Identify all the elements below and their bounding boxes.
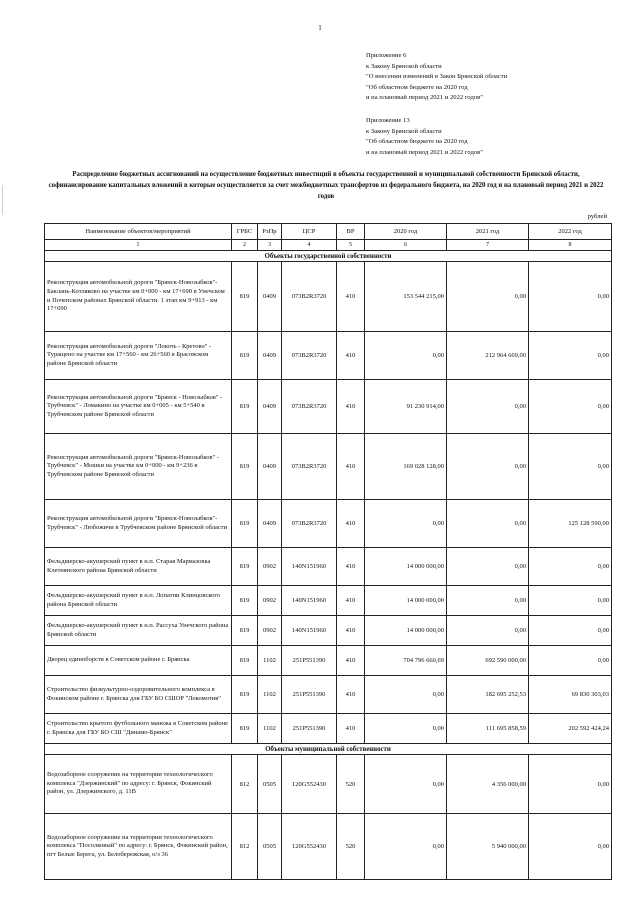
appendix13-line4: и на плановый период 2021 и 2022 годов" [366,148,483,156]
cell-csr: 073В2R3720 [282,332,337,380]
table-row [45,646,612,676]
cell-vr: 410 [337,434,365,500]
cell-grbs: 819 [232,262,258,332]
cell-name: Реконструкция автомобильной дороги "Брянск - Новозыбков" - Трубчевск" - Ломакино на участке км 0+005 - км 5+540 в Трубчевском районе Брянской области [45,380,232,434]
cell-rzpr: 1102 [258,714,282,744]
cell-2022: 0,00 [529,616,612,646]
cell-2022: 0,00 [529,548,612,586]
cell-grbs: 819 [232,676,258,714]
table-row [45,714,612,744]
cell-grbs: 819 [232,380,258,434]
appendix6-line1: Приложение 6 [366,52,407,59]
cell-rzpr: 1102 [258,646,282,676]
col-header-2022: 2022 год [529,224,612,240]
cell-csr: 073В2R3720 [282,434,337,500]
cell-2020: 153 544 215,00 [365,262,447,332]
table-row [45,814,612,880]
cell-rzpr: 0409 [258,262,282,332]
cell-2020: 0,00 [365,714,447,744]
cell-2021: 0,00 [447,548,529,586]
cell-2021: 0,00 [447,434,529,500]
cell-grbs: 819 [232,586,258,616]
cell-grbs: 819 [232,434,258,500]
cell-name: Реконструкция автомобильной дороги "Локоть - Кретово" - Туращено на участке км 17+560 - км 26+560 в Брасовском районе Брянской области [45,332,232,380]
col-header-vr: ВР [337,224,365,240]
cell-vr: 410 [337,586,365,616]
cell-name: Водозаборное сооружение на территории технологического комплекса "Посолковый" по адресу: г. Брянск, Фокинский район, пгт Белые Берега, ул. Белобережская, о/з 36 [45,814,232,880]
table-row [45,332,612,380]
cell-vr: 410 [337,548,365,586]
appendix6-line2: к Закону Брянской области [366,62,442,70]
cell-grbs: 819 [232,714,258,744]
cell-2020: 0,00 [365,332,447,380]
cell-csr: 120G552430 [282,814,337,880]
cell-2020: 0,00 [365,676,447,714]
cell-name: Фельдшерско-акушерский пункт в н.п. Рассуха Унечского района Брянской области [45,616,232,646]
cell-2020: 0,00 [365,500,447,548]
cell-2020: 14 000 000,00 [365,548,447,586]
cell-vr: 410 [337,646,365,676]
cell-rzpr: 0409 [258,500,282,548]
column-number: 1 [45,240,232,251]
column-number: 5 [337,240,365,251]
cell-vr: 520 [337,755,365,814]
cell-2021: 0,00 [447,586,529,616]
cell-vr: 520 [337,814,365,880]
cell-name: Строительство физкультурно-оздоровительного комплекса в Фокинском районе г. Брянска для ГБУ БО СШОР "Локомотив" [45,676,232,714]
table-row [45,548,612,586]
cell-2022: 0,00 [529,332,612,380]
col-header-csr: ЦСР [282,224,337,240]
scan-edge-mark [2,185,3,215]
cell-2021: 0,00 [447,380,529,434]
units-label: рублей [587,213,607,220]
cell-csr: 073В2R3720 [282,262,337,332]
page-number: 1 [318,24,322,32]
cell-2021: 0,00 [447,616,529,646]
cell-vr: 410 [337,332,365,380]
table-row [45,755,612,814]
table-row [45,586,612,616]
cell-grbs: 819 [232,548,258,586]
cell-csr: 120G552430 [282,755,337,814]
cell-rzpr: 0409 [258,332,282,380]
cell-name: Фельдшерско-акушерский пункт в н.п. Лопатни Клинцовского района Брянской области [45,586,232,616]
cell-2021: 5 940 000,00 [447,814,529,880]
cell-2020: 0,00 [365,755,447,814]
table-row [45,262,612,332]
appendix-block [366,51,507,158]
cell-2022: 69 830 303,03 [529,676,612,714]
cell-2020: 0,00 [365,814,447,880]
cell-2020: 14 000 000,00 [365,616,447,646]
appendix6-line4: "Об областном бюджете на 2020 год [366,83,468,91]
cell-csr: 251Р551390 [282,646,337,676]
table-row [45,616,612,646]
cell-2021: 0,00 [447,500,529,548]
cell-name: Строительство крытого футбольного манежа в Советском районе г. Брянска для ГБУ БО СШ "Динамо-Брянск" [45,714,232,744]
section-title: Объекты государственной собственности [45,251,612,262]
cell-2022: 0,00 [529,262,612,332]
cell-2022: 0,00 [529,586,612,616]
cell-rzpr: 0409 [258,434,282,500]
cell-vr: 410 [337,380,365,434]
cell-name: Дворец единоборств в Советском районе г. Брянска [45,646,232,676]
document-title: Распределение бюджетных ассигнований на осуществление бюджетных инвестиций в объекты государственной и муниципальной собственности Брянской области, софинансирование капитальных вложений в которые осуществляется за счет межбюджетных трансфертов из федерального бюджета, на 2020 год и на плановый период 2021 и 2022 годов [48,171,604,200]
appendix13-line3: "Об областном бюджете на 2020 год [366,138,468,146]
appendix6-line5: и на плановый период 2021 и 2022 годов" [366,94,483,102]
cell-2020: 704 796 660,69 [365,646,447,676]
cell-rzpr: 0902 [258,586,282,616]
column-number: 8 [529,240,612,251]
cell-grbs: 819 [232,500,258,548]
table-row [45,380,612,434]
cell-vr: 410 [337,262,365,332]
column-number: 6 [365,240,447,251]
cell-rzpr: 0409 [258,380,282,434]
cell-2022: 0,00 [529,646,612,676]
cell-grbs: 819 [232,332,258,380]
cell-vr: 410 [337,500,365,548]
cell-csr: 251Р551390 [282,676,337,714]
cell-name: Фельдшерско-акушерский пункт в н.п. Старая Мармазовка Клетнянского района Брянской области [45,548,232,586]
cell-2022: 0,00 [529,755,612,814]
column-number: 2 [232,240,258,251]
cell-rzpr: 1102 [258,676,282,714]
col-header-2021: 2021 год [447,224,529,240]
cell-grbs: 819 [232,616,258,646]
cell-rzpr: 0902 [258,616,282,646]
column-number-row [45,240,612,251]
cell-2022: 125 128 590,00 [529,500,612,548]
col-header-rzpr: РзПр [258,224,282,240]
cell-csr: 251Р551390 [282,714,337,744]
section-title: Объекты муниципальной собственности [45,744,612,755]
appendix13-line1: Приложение 13 [366,116,410,124]
section-row [45,251,612,262]
header-row [45,224,612,240]
cell-rzpr: 0505 [258,814,282,880]
col-header-name: Наименование объектов/мероприятий [45,224,232,240]
cell-2020: 14 000 000,00 [365,586,447,616]
section-row [45,744,612,755]
cell-2022: 0,00 [529,434,612,500]
cell-2022: 0,00 [529,814,612,880]
cell-vr: 410 [337,714,365,744]
cell-2022: 202 592 424,24 [529,714,612,744]
cell-csr: 073В2R3720 [282,500,337,548]
budget-table [44,223,612,880]
cell-grbs: 819 [232,646,258,676]
cell-csr: 140N151960 [282,616,337,646]
cell-csr: 073В2R3720 [282,380,337,434]
cell-2021: 0,00 [447,262,529,332]
column-number: 3 [258,240,282,251]
cell-2020: 91 230 914,00 [365,380,447,434]
cell-vr: 410 [337,616,365,646]
cell-2022: 0,00 [529,380,612,434]
col-header-2020: 2020 год [365,224,447,240]
table-row [45,676,612,714]
cell-name: Реконструкция автомобильной дороги "Брянск-Новозыбков"-Трубчевск" - Любожичи в Трубчевском районе Брянской области [45,500,232,548]
cell-2021: 111 695 858,59 [447,714,529,744]
cell-csr: 140N151960 [282,548,337,586]
cell-2020: 169 028 128,00 [365,434,447,500]
cell-rzpr: 0505 [258,755,282,814]
table-row [45,500,612,548]
cell-2021: 692 590 000,00 [447,646,529,676]
cell-name: Реконструкция автомобильной дороги "Брянск-Новозыбков"-Баклань-Котляково на участке км 0+000 - км 17+690 в Унечском и Почепском районах Брянской области. 1 этап км 9+913 - км 17+690 [45,262,232,332]
cell-name: Реконструкция автомобильной дороги "Брянск-Новозыбков" - Трубчевск" - Мошки на участке км 0+000 - км 9+236 в Трубчевском районе Брянской области [45,434,232,500]
cell-grbs: 812 [232,755,258,814]
cell-name: Водозаборное сооружение на территории технологического комплекса "Дзержинский" по адресу: г. Брянск, Фокинский район, ул. Дзержинского, д. 11В [45,755,232,814]
cell-grbs: 812 [232,814,258,880]
appendix6-line3: "О внесении изменений в Закон Брянской области [366,73,508,81]
cell-vr: 410 [337,676,365,714]
cell-rzpr: 0902 [258,548,282,586]
table-row [45,434,612,500]
column-number: 7 [447,240,529,251]
appendix13-line2: к Закону Брянской области [366,127,442,135]
cell-csr: 140N151960 [282,586,337,616]
col-header-grbs: ГРБС [232,224,258,240]
column-number: 4 [282,240,337,251]
cell-2021: 182 695 252,53 [447,676,529,714]
cell-2021: 4 356 000,00 [447,755,529,814]
cell-2021: 212 964 669,00 [447,332,529,380]
